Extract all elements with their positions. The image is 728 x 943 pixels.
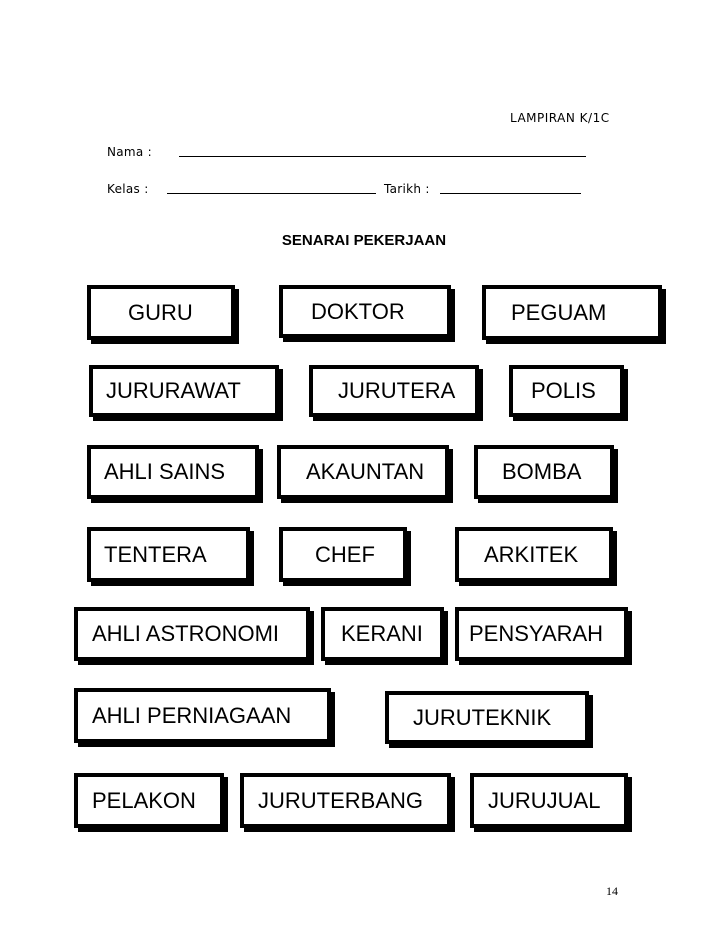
job-card-juruteknik: JURUTEKNIK (385, 691, 589, 744)
job-card-chef: CHEF (279, 527, 407, 582)
job-card-doktor: DOKTOR (279, 285, 451, 338)
job-card-jurujual: JURUJUAL (470, 773, 628, 828)
job-card-jururawat: JURURAWAT (89, 365, 279, 417)
appendix-label: LAMPIRAN K/1C (510, 111, 610, 125)
job-card-ahli-astronomi: AHLI ASTRONOMI (74, 607, 310, 661)
date-label: Tarikh : (384, 182, 430, 196)
job-card-ahli-perniagaan: AHLI PERNIAGAAN (74, 688, 331, 743)
job-card-peguam: PEGUAM (482, 285, 662, 340)
job-card-bomba: BOMBA (474, 445, 614, 499)
job-card-kerani: KERANI (321, 607, 444, 661)
job-card-guru: GURU (87, 285, 235, 340)
job-card-arkitek: ARKITEK (455, 527, 613, 582)
job-card-akauntan: AKAUNTAN (277, 445, 449, 499)
page-title: SENARAI PEKERJAAN (281, 232, 447, 249)
job-card-tentera: TENTERA (87, 527, 250, 582)
class-label: Kelas : (107, 182, 149, 196)
class-line[interactable] (167, 193, 376, 194)
job-card-juruterbang: JURUTERBANG (240, 773, 451, 828)
page-number: 14 (606, 884, 618, 898)
job-card-pensyarah: PENSYARAH (455, 607, 628, 661)
job-card-pelakon: PELAKON (74, 773, 224, 828)
date-line[interactable] (440, 193, 581, 194)
name-label: Nama : (107, 145, 153, 159)
name-line[interactable] (179, 156, 586, 157)
job-card-jurutera: JURUTERA (309, 365, 479, 417)
job-card-polis: POLIS (509, 365, 624, 417)
job-card-ahli-sains: AHLI SAINS (87, 445, 259, 499)
